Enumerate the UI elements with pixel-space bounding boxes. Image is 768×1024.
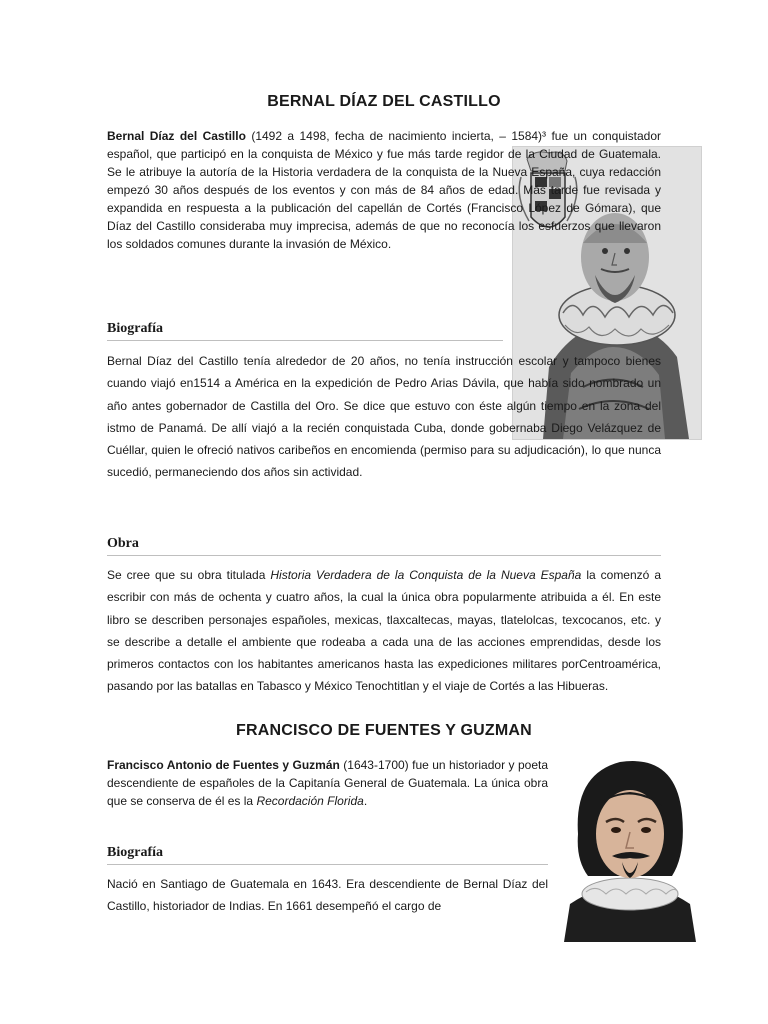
biography-paragraph-fuentes: Nació en Santiago de Guatemala en 1643. Era descendiente de Bernal Díaz del Castillo, historiador de Indias. En 1661 desempeñó el cargo de [107,877,548,914]
intro-text-fuentes: (1643-1700) fue un historiador y poeta descendiente de españoles de la Capitanía General de Guatemala. La única obra que se conserva de él es la [107,758,549,808]
section-title-bernal: BERNAL DÍAZ DEL CASTILLO [267,93,501,110]
heading-biografia-fuentes: Biografía [107,845,548,865]
obra-book-title: Historia Verdadera de la Conquista de la Nueva España [270,568,582,582]
section-title-fuentes: FRANCISCO DE FUENTES Y GUZMAN [236,722,532,739]
heading-obra: Obra [107,536,661,556]
heading-biografia-bernal: Biografía [107,321,503,341]
intro-paragraph-bernal [107,127,661,307]
intro-paragraph-fuentes [107,756,548,810]
intro-text-bernal: (1492 a 1498, fecha de nacimiento incierta, – 1584)³ fue un conquistador español, que participó en la conquista de México y fue más tarde regidor de la Ciudad de Guatemala. Se le atribuye la autoría de la Historia verdadera de la conquista de la Nueva España, cuya redacción empezó 30 años después de los eventos y con más de 84 años de edad. Más tarde fue revisada y expandida en respuesta a la publicación del capellán de Cortés (Francisco López de Gómara), que Díaz del Castillo consideraba muy imprecisa, además de que no reconocía los esfuerzos que llevaron los soldados comunes durante la invasión de México. [107,129,662,251]
painted-portrait-icon [560,744,700,942]
portrait-fuentes-guzman [560,744,700,942]
work-title-recordacion: Recordación Florida [256,794,364,808]
person-name-bernal: Bernal Díaz del Castillo [107,129,246,143]
biography-paragraph-bernal: Bernal Díaz del Castillo tenía alrededor de 20 años, no tenía instrucción escolar y tampoco bienes cuando viajó en1514 a América en la expedición de Pedro Arias Dávila, que había sido nombrado un año antes gobernador de Castilla del Oro. Se dice que estuvo con éste algún tiempo en la zona del istmo de Panamá. De allí viajó a la recién conquistada Cuba, donde gobernaba Diego Velázquez de Cuéllar, quien le ofreció nativos caribeños en encomienda (permiso para su adjudicación), lo que nunca sucedió, permaneciendo dos años sin actividad. [107,354,661,480]
obra-text-post: la comenzó a escribir con más de ochenta y cuatro años, la cual la única obra popularmente atribuida a él. En este libro se describen personajes españoles, mexicas, tlaxcaltecas, mayas, tlatelolcas, texcocanos, etc. y se describe a detalle el ambiente que rodeaba a cada una de las acciones emprendidas, desde los primeros contactos con los habitantes americanos hasta las expediciones militares porCentroamérica, pasando por las batallas en Tabasco y México Tenochtitlan y el viaje de Cortés a las Hibueras. [107,568,661,694]
intro-end-fuentes: . [363,794,368,808]
obra-paragraph [107,564,661,698]
obra-text-pre: Se cree que su obra titulada [107,568,271,582]
person-name-fuentes: Francisco Antonio de Fuentes y Guzmán [107,758,340,772]
